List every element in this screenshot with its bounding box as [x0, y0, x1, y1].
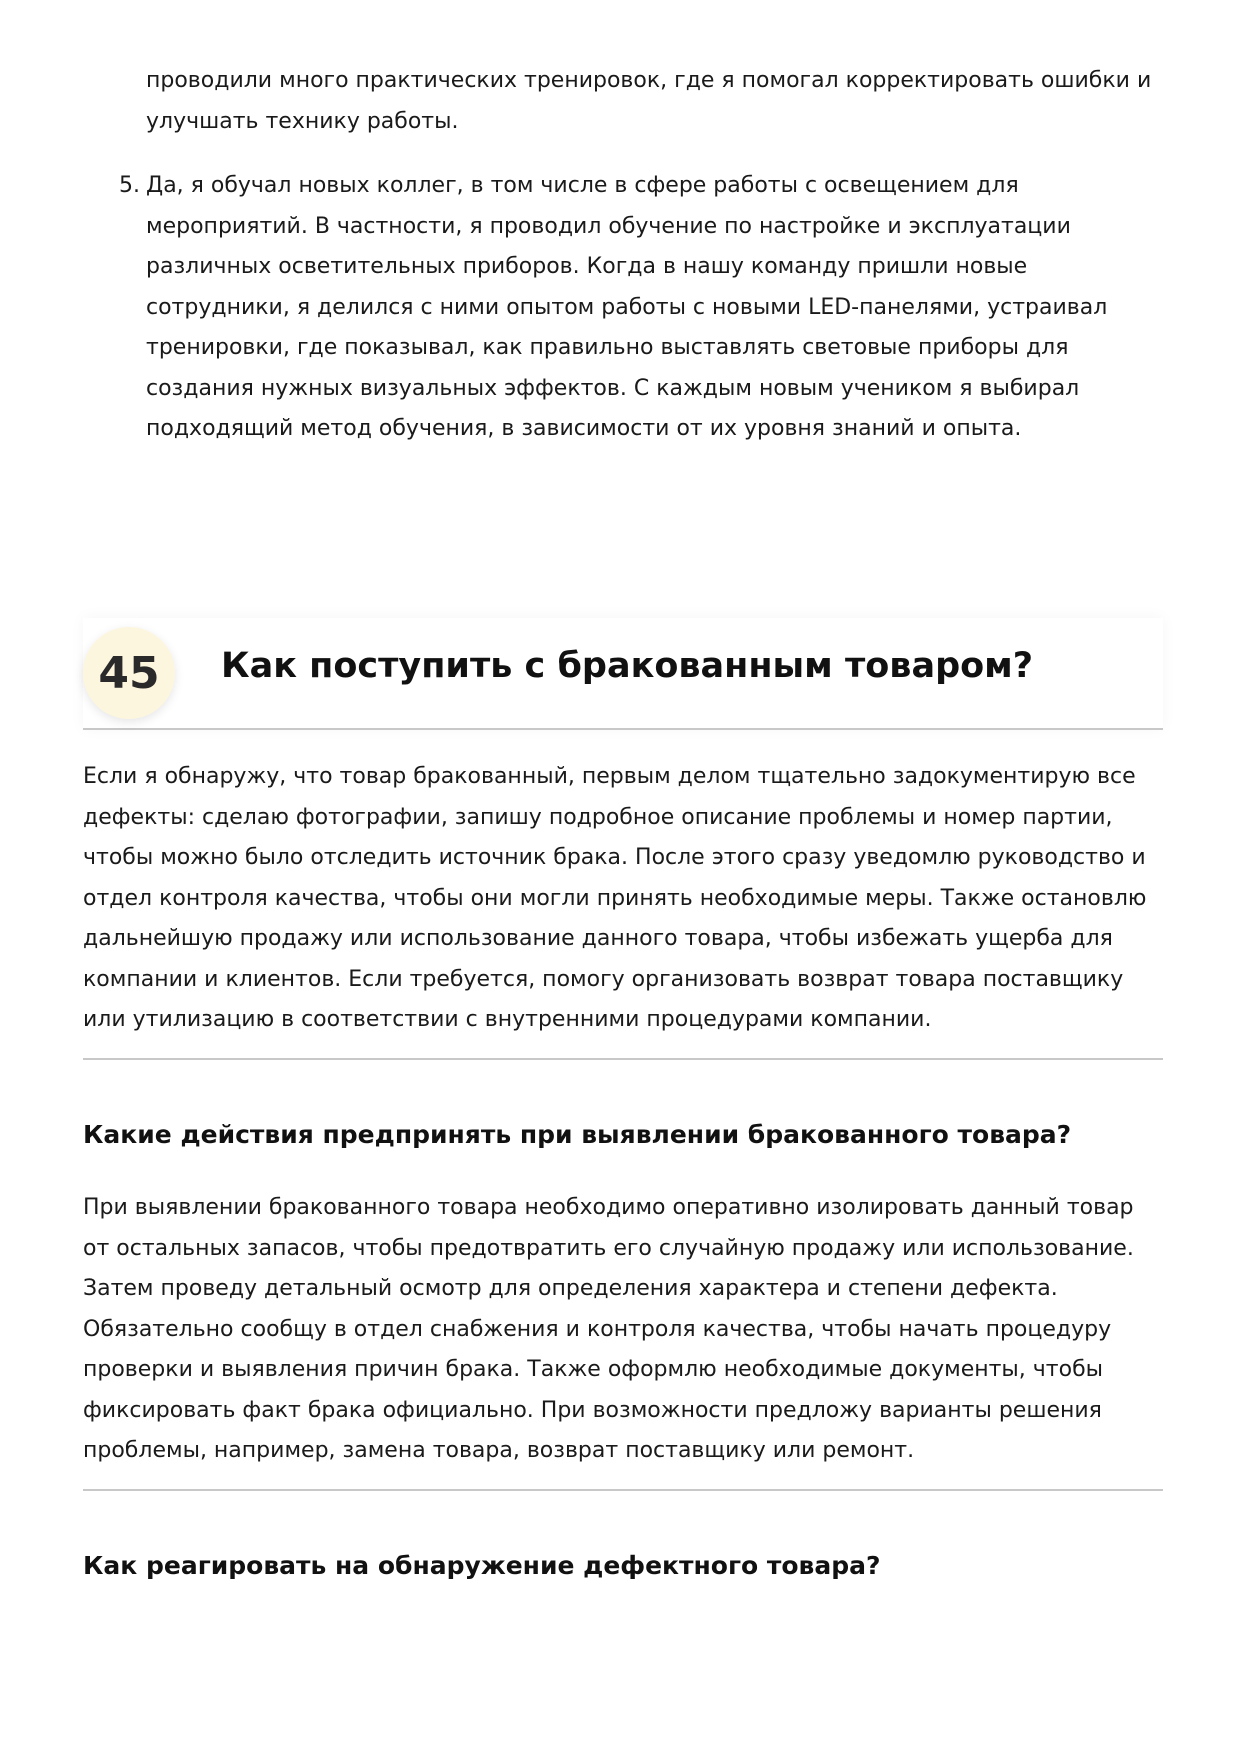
list-item-text: проводили много практических тренировок, где я помогал корректировать ошибки и улучшать технику работы. — [146, 68, 1152, 134]
answer-paragraph: Если я обнаружу, что товар бракованный, первым делом тщательно задокументирую все дефекты: сделаю фотографии, запишу подробное описание проблемы и номер партии, чтобы можно было отследить источник брака. После этого сразу уведомлю руководство и отдел контроля качества, чтобы они могли принять необходимые меры. Также остановлю дальнейшую продажу или использование данного товара, чтобы избежать ущерба для компании и клиентов. Если требуется, помогу организовать возврат товара поставщику или утилизацию в соответствии с внутренними процедурами компании. — [83, 764, 1147, 1032]
subquestion-title: Как реагировать на обнаружение дефектного товара? — [83, 1551, 881, 1580]
list-item-number: 5. — [119, 173, 140, 198]
list-item — [83, 0, 1163, 142]
list-item — [83, 166, 1163, 450]
section-title: Как поступить с бракованным товаром? — [221, 646, 1034, 686]
divider — [83, 1489, 1163, 1491]
answer-paragraph: При выявлении бракованного товара необходимо оперативно изолировать данный товар от остальных запасов, чтобы предотвратить его случайную продажу или использование. Затем проведу детальный осмотр для определения характера и степени дефекта. Обязательно сообщу в отдел снабжения и контроля качества, чтобы начать процедуру проверки и выявления причин брака. Также оформлю необходимые документы, чтобы фиксировать факт брака официально. При возможности предложу варианты решения проблемы, например, замена товара, возврат поставщику или ремонт. — [83, 1195, 1134, 1463]
divider — [83, 1058, 1163, 1060]
section-answer — [83, 757, 1163, 1041]
previous-answer-list — [83, 0, 1163, 450]
list-item-text: Да, я обучал новых коллег, в том числе в сфере работы с освещением для мероприятий. В частности, я проводил обучение по настройке и эксплуатации различных осветительных приборов. Когда в нашу команду пришли новые сотрудники, я делился с ними опытом работы с новыми LED-панелями, устраивал тренировки, где показывал, как правильно выставлять световые приборы для создания нужных визуальных эффектов. С каждым новым учеником я выбирал подходящий метод обучения, в зависимости от их уровня знаний и опыта. — [146, 173, 1108, 441]
question-number-badge: 45 — [83, 627, 175, 719]
subquestion-answer — [83, 1188, 1163, 1472]
section-header — [83, 618, 1163, 730]
document-page — [83, 0, 1163, 1580]
subquestion-title: Какие действия предпринять при выявлении бракованного товара? — [83, 1120, 1072, 1149]
